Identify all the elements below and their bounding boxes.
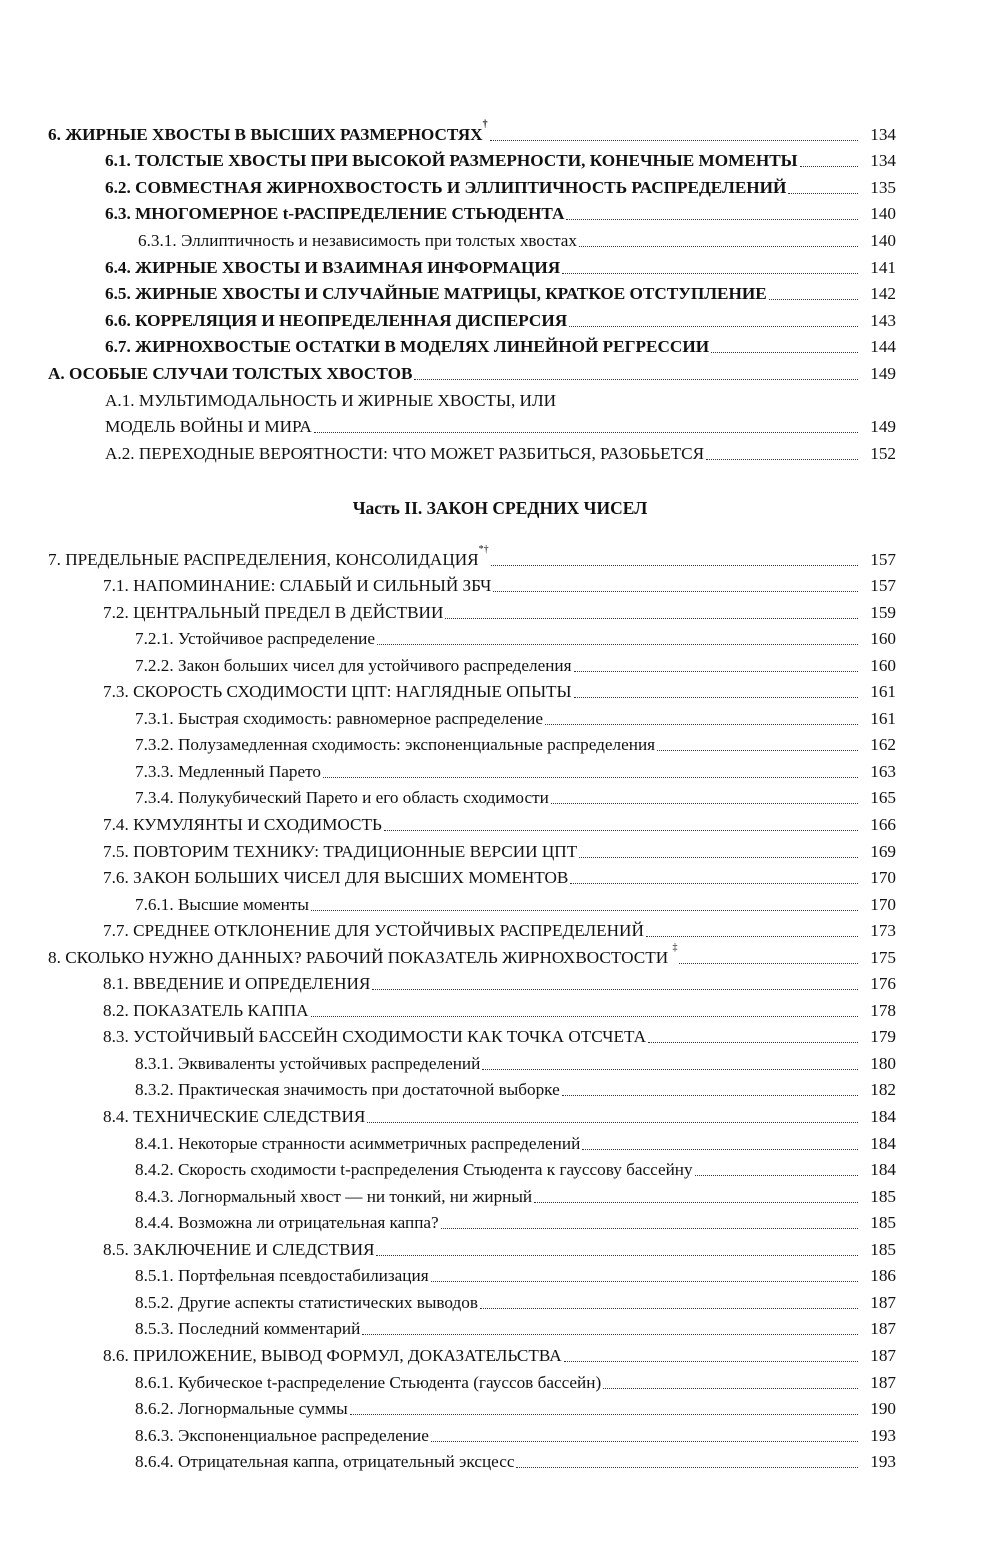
toc-entry-page: 134 bbox=[870, 151, 896, 171]
dot-leader bbox=[574, 670, 858, 672]
dot-leader bbox=[414, 378, 858, 380]
toc-entry-title: 8.5. ЗАКЛЮЧЕНИЕ И СЛЕДСТВИЯ bbox=[103, 1239, 375, 1259]
toc-entry-title: 8.4.2. Скорость сходимости t-распределения Стьюдента к гауссову бассейну bbox=[135, 1160, 693, 1180]
dot-leader bbox=[323, 776, 858, 778]
toc-entry bbox=[0, 1021, 1000, 1048]
toc-entry bbox=[0, 1207, 1000, 1234]
toc-entry-title: 8.3. УСТОЙЧИВЫЙ БАССЕЙН СХОДИМОСТИ КАК ТОЧКА ОТСЧЕТА bbox=[103, 1027, 647, 1047]
toc-entry-page: 163 bbox=[870, 761, 896, 781]
toc-entry-page: 135 bbox=[870, 177, 896, 197]
dot-leader bbox=[579, 245, 858, 247]
toc-entry-title: 8.1. ВВЕДЕНИЕ И ОПРЕДЕЛЕНИЯ bbox=[103, 974, 371, 994]
toc-entry bbox=[0, 1047, 1000, 1074]
toc-entry bbox=[0, 1339, 1000, 1366]
toc-entry-title: 6.1. ТОЛСТЫЕ ХВОСТЫ ПРИ ВЫСОКОЙ РАЗМЕРНОСТИ, КОНЕЧНЫЕ МОМЕНТЫ bbox=[105, 151, 798, 171]
toc-entry bbox=[0, 862, 1000, 889]
toc-entry bbox=[0, 1419, 1000, 1446]
toc-entry-page: 142 bbox=[870, 284, 896, 304]
toc-entry-page: 173 bbox=[870, 921, 896, 941]
toc-entry-page: 134 bbox=[870, 124, 896, 144]
toc-entry-page: 170 bbox=[870, 894, 896, 914]
toc-entry-page: 179 bbox=[870, 1027, 896, 1047]
toc-entry-title: 7.4. КУМУЛЯНТЫ И СХОДИМОСТЬ bbox=[103, 815, 382, 835]
toc-entry-title: 8.4.4. Возможна ли отрицательная каппа? bbox=[135, 1213, 439, 1233]
toc-entry bbox=[0, 171, 1000, 198]
dot-leader bbox=[564, 1360, 858, 1362]
toc-entry bbox=[0, 835, 1000, 862]
dot-leader bbox=[582, 1148, 858, 1150]
toc-entry-title: А.1. МУЛЬТИМОДАЛЬНОСТЬ И ЖИРНЫЕ ХВОСТЫ, ИЛИ bbox=[105, 390, 557, 410]
dot-leader bbox=[490, 139, 858, 141]
footnote-mark: ‡ bbox=[672, 942, 678, 954]
toc-entry-page: 140 bbox=[870, 230, 896, 250]
toc-entry-page: 149 bbox=[870, 417, 896, 437]
toc-entry-title: 8. СКОЛЬКО НУЖНО ДАННЫХ? РАБОЧИЙ ПОКАЗАТЕЛЬ ЖИРНОХВОСТОСТИ ‡ bbox=[48, 942, 678, 967]
toc-entry-page: 180 bbox=[870, 1053, 896, 1073]
toc-entry-title: 8.5.2. Другие аспекты статистических выводов bbox=[135, 1292, 478, 1312]
toc-entry-page: 187 bbox=[870, 1345, 896, 1365]
toc-entry-page: 185 bbox=[870, 1186, 896, 1206]
toc-entry-page: 178 bbox=[870, 1000, 896, 1020]
toc-entry bbox=[0, 411, 1000, 438]
part-title: Часть II. ЗАКОН СРЕДНИХ ЧИСЕЛ bbox=[352, 498, 648, 518]
toc-entry-title: 8.4.1. Некоторые странности асимметричных распределений bbox=[135, 1133, 581, 1153]
dot-leader bbox=[311, 1015, 858, 1017]
toc-entry-page: 185 bbox=[870, 1213, 896, 1233]
dot-leader bbox=[441, 1227, 858, 1229]
dot-leader bbox=[516, 1466, 858, 1468]
toc-section-part2 bbox=[0, 543, 1000, 1472]
dot-leader bbox=[482, 1068, 858, 1070]
toc-entry bbox=[0, 357, 1000, 384]
dot-leader bbox=[646, 935, 858, 937]
toc-entry bbox=[0, 1260, 1000, 1287]
toc-entry bbox=[0, 1286, 1000, 1313]
toc-entry bbox=[0, 968, 1000, 995]
toc-entry-title: 6.2. СОВМЕСТНАЯ ЖИРНОХВОСТОСТЬ И ЭЛЛИПТИЧНОСТЬ РАСПРЕДЕЛЕНИЙ bbox=[105, 177, 787, 197]
dot-leader bbox=[480, 1307, 858, 1309]
toc-entry-title: 8.6.4. Отрицательная каппа, отрицательный эксцесс bbox=[135, 1452, 515, 1472]
toc-entry bbox=[0, 543, 1000, 570]
toc-entry-title: 8.6. ПРИЛОЖЕНИЕ, ВЫВОД ФОРМУЛ, ДОКАЗАТЕЛЬСТВА bbox=[103, 1345, 562, 1365]
toc-entry bbox=[0, 729, 1000, 756]
toc-entry bbox=[0, 915, 1000, 942]
toc-entry-page: 152 bbox=[870, 443, 896, 463]
toc-entry-title: 6.7. ЖИРНОХВОСТЫЕ ОСТАТКИ В МОДЕЛЯХ ЛИНЕЙНОЙ РЕГРЕССИИ bbox=[105, 337, 710, 357]
toc-entry-title: 7.3.2. Полузамедленная сходимость: экспоненциальные распределения bbox=[135, 735, 656, 755]
toc-entry-title: 8.6.1. Кубическое t-распределение Стьюдента (гауссов бассейн) bbox=[135, 1372, 602, 1392]
dot-leader bbox=[603, 1387, 858, 1389]
toc-entry-title: 7. ПРЕДЕЛЬНЫЕ РАСПРЕДЕЛЕНИЯ, КОНСОЛИДАЦИЯ*† bbox=[48, 543, 489, 569]
dot-leader bbox=[367, 1121, 858, 1123]
toc-entry-page: 161 bbox=[870, 708, 896, 728]
toc-entry bbox=[0, 782, 1000, 809]
toc-entry bbox=[0, 118, 1000, 145]
toc-entry-title: 6.6. КОРРЕЛЯЦИЯ И НЕОПРЕДЕЛЕННАЯ ДИСПЕРСИЯ bbox=[105, 310, 568, 330]
toc-entry-page: 157 bbox=[870, 576, 896, 596]
dot-leader bbox=[384, 829, 858, 831]
dot-leader bbox=[679, 962, 858, 964]
toc-entry bbox=[0, 888, 1000, 915]
toc-entry-page: 165 bbox=[870, 788, 896, 808]
toc-entry-title: 8.6.2. Логнормальные суммы bbox=[135, 1399, 348, 1419]
toc-entry-title: 6.4. ЖИРНЫЕ ХВОСТЫ И ВЗАИМНАЯ ИНФОРМАЦИЯ bbox=[105, 257, 561, 277]
toc-entry-title: 8.3.1. Эквиваленты устойчивых распределений bbox=[135, 1053, 481, 1073]
toc-entry bbox=[0, 1366, 1000, 1393]
dot-leader bbox=[431, 1280, 858, 1282]
toc-entry-title: 7.3. СКОРОСТЬ СХОДИМОСТИ ЦПТ: НАГЛЯДНЫЕ ОПЫТЫ bbox=[103, 682, 572, 702]
dot-leader bbox=[562, 272, 858, 274]
toc-entry bbox=[0, 384, 1000, 411]
dot-leader bbox=[579, 856, 858, 858]
dot-leader bbox=[569, 325, 858, 327]
toc-entry bbox=[0, 224, 1000, 251]
dot-leader bbox=[445, 617, 858, 619]
toc-entry bbox=[0, 570, 1000, 597]
toc-entry-page: 170 bbox=[870, 868, 896, 888]
toc-entry-title: 7.2.1. Устойчивое распределение bbox=[135, 629, 375, 649]
dot-leader bbox=[711, 351, 858, 353]
dot-leader bbox=[545, 723, 858, 725]
dot-leader bbox=[431, 1440, 858, 1442]
toc-entry bbox=[0, 1127, 1000, 1154]
toc-entry-page: 160 bbox=[870, 629, 896, 649]
toc-entry-page: 184 bbox=[870, 1160, 896, 1180]
toc-entry-page: 149 bbox=[870, 363, 896, 383]
toc-entry bbox=[0, 198, 1000, 225]
toc-entry bbox=[0, 1074, 1000, 1101]
toc-entry-page: 193 bbox=[870, 1425, 896, 1445]
toc-entry bbox=[0, 278, 1000, 305]
dot-leader bbox=[311, 909, 858, 911]
toc-entry-title: 6.3. МНОГОМЕРНОЕ t-РАСПРЕДЕЛЕНИЕ СТЬЮДЕНТА bbox=[105, 204, 565, 224]
toc-entry-page: 161 bbox=[870, 682, 896, 702]
toc-entry bbox=[0, 145, 1000, 172]
toc-entry bbox=[0, 676, 1000, 703]
toc-entry-page: 185 bbox=[870, 1239, 896, 1259]
toc-entry-title: 7.5. ПОВТОРИМ ТЕХНИКУ: ТРАДИЦИОННЫЕ ВЕРСИИ ЦПТ bbox=[103, 841, 578, 861]
toc-entry bbox=[0, 755, 1000, 782]
toc-entry-title: 6. ЖИРНЫЕ ХВОСТЫ В ВЫСШИХ РАЗМЕРНОСТЯХ† bbox=[48, 118, 488, 144]
toc-entry bbox=[0, 596, 1000, 623]
toc-entry-page: 193 bbox=[870, 1452, 896, 1472]
toc-entry bbox=[0, 304, 1000, 331]
toc-entry-page: 175 bbox=[870, 947, 896, 967]
toc-entry-title: 7.3.1. Быстрая сходимость: равномерное распределение bbox=[135, 708, 543, 728]
toc-entry-page: 186 bbox=[870, 1266, 896, 1286]
dot-leader bbox=[566, 218, 858, 220]
toc-entry-title: 7.7. СРЕДНЕЕ ОТКЛОНЕНИЕ ДЛЯ УСТОЙЧИВЫХ РАСПРЕДЕЛЕНИЙ bbox=[103, 921, 644, 941]
toc-entry bbox=[0, 331, 1000, 358]
dot-leader bbox=[788, 192, 858, 194]
toc-entry bbox=[0, 941, 1000, 968]
dot-leader bbox=[562, 1094, 858, 1096]
toc-entry-page: 184 bbox=[870, 1133, 896, 1153]
toc-entry-page: 140 bbox=[870, 204, 896, 224]
dot-leader bbox=[376, 1254, 858, 1256]
dot-leader bbox=[314, 431, 858, 433]
toc-entry bbox=[0, 1154, 1000, 1181]
dot-leader bbox=[493, 590, 858, 592]
toc-entry-page: 166 bbox=[870, 815, 896, 835]
toc-entry-title: 7.6.1. Высшие моменты bbox=[135, 894, 309, 914]
toc-section-part1 bbox=[0, 118, 1000, 464]
toc-entry-title: 7.3.4. Полукубический Парето и его область сходимости bbox=[135, 788, 549, 808]
toc-entry bbox=[0, 1180, 1000, 1207]
toc-entry-page: 157 bbox=[870, 549, 896, 569]
dot-leader bbox=[769, 298, 858, 300]
footnote-mark: † bbox=[482, 118, 488, 130]
toc-entry-page: 160 bbox=[870, 655, 896, 675]
dot-leader bbox=[570, 882, 858, 884]
toc-entry-page: 176 bbox=[870, 974, 896, 994]
toc-entry-title: 7.2.2. Закон больших чисел для устойчивого распределения bbox=[135, 655, 572, 675]
toc-entry-page: 187 bbox=[870, 1292, 896, 1312]
toc-entry-title: 7.2. ЦЕНТРАЛЬНЫЙ ПРЕДЕЛ В ДЕЙСТВИИ bbox=[103, 602, 444, 622]
toc-entry-title: 6.5. ЖИРНЫЕ ХВОСТЫ И СЛУЧАЙНЫЕ МАТРИЦЫ, КРАТКОЕ ОТСТУПЛЕНИЕ bbox=[105, 284, 767, 304]
dot-leader bbox=[362, 1333, 858, 1335]
toc-entry bbox=[0, 437, 1000, 464]
toc-entry bbox=[0, 808, 1000, 835]
toc-entry-page: 184 bbox=[870, 1107, 896, 1127]
footnote-mark: *† bbox=[478, 543, 489, 555]
toc-entry bbox=[0, 702, 1000, 729]
toc-entry-title: 6.3.1. Эллиптичность и независимость при толстых хвостах bbox=[138, 230, 578, 250]
toc-entry bbox=[0, 1100, 1000, 1127]
toc-entry-page: 162 bbox=[870, 735, 896, 755]
dot-leader bbox=[574, 696, 858, 698]
dot-leader bbox=[657, 749, 858, 751]
dot-leader bbox=[800, 165, 858, 167]
toc-entry-title: 8.5.3. Последний комментарий bbox=[135, 1319, 361, 1339]
toc-entry bbox=[0, 649, 1000, 676]
dot-leader bbox=[558, 406, 858, 407]
toc-entry-page: 143 bbox=[870, 310, 896, 330]
toc-entry bbox=[0, 1313, 1000, 1340]
toc-entry-title: 7.6. ЗАКОН БОЛЬШИХ ЧИСЕЛ ДЛЯ ВЫСШИХ МОМЕНТОВ bbox=[103, 868, 569, 888]
toc-entry-title: А. ОСОБЫЕ СЛУЧАИ ТОЛСТЫХ ХВОСТОВ bbox=[48, 363, 413, 383]
toc-entry-title: 8.3.2. Практическая значимость при достаточной выборке bbox=[135, 1080, 560, 1100]
toc-entry-title: 7.3.3. Медленный Парето bbox=[135, 761, 321, 781]
toc-entry bbox=[0, 251, 1000, 278]
toc-entry bbox=[0, 994, 1000, 1021]
toc-entry-page: 141 bbox=[870, 257, 896, 277]
toc-entry-page: 169 bbox=[870, 841, 896, 861]
dot-leader bbox=[534, 1201, 858, 1203]
toc-entry-page: 159 bbox=[870, 602, 896, 622]
toc-entry bbox=[0, 1393, 1000, 1420]
toc-entry-page: 187 bbox=[870, 1319, 896, 1339]
toc-entry-page: 144 bbox=[870, 337, 896, 357]
toc-entry-title: А.2. ПЕРЕХОДНЫЕ ВЕРОЯТНОСТИ: ЧТО МОЖЕТ РАЗБИТЬСЯ, РАЗОБЬЕТСЯ bbox=[105, 443, 705, 463]
toc-entry bbox=[0, 1233, 1000, 1260]
toc-entry-page: 187 bbox=[870, 1372, 896, 1392]
toc-entry-title: 8.4. ТЕХНИЧЕСКИЕ СЛЕДСТВИЯ bbox=[103, 1107, 366, 1127]
toc-entry-title: МОДЕЛЬ ВОЙНЫ И МИРА bbox=[105, 417, 312, 437]
toc-entry-title: 8.4.3. Логнормальный хвост — ни тонкий, ни жирный bbox=[135, 1186, 533, 1206]
toc-entry-title: 7.1. НАПОМИНАНИЕ: СЛАБЫЙ И СИЛЬНЫЙ ЗБЧ bbox=[103, 576, 492, 596]
dot-leader bbox=[706, 458, 858, 460]
toc-entry-title: 8.2. ПОКАЗАТЕЛЬ КАППА bbox=[103, 1000, 309, 1020]
dot-leader bbox=[377, 643, 858, 645]
dot-leader bbox=[695, 1174, 858, 1176]
dot-leader bbox=[372, 988, 858, 990]
dot-leader bbox=[551, 802, 858, 804]
toc-entry bbox=[0, 1446, 1000, 1473]
toc-entry-title: 8.5.1. Портфельная псевдостабилизация bbox=[135, 1266, 429, 1286]
toc-entry-page: 182 bbox=[870, 1080, 896, 1100]
dot-leader bbox=[491, 564, 858, 566]
toc-entry-title: 8.6.3. Экспоненциальное распределение bbox=[135, 1425, 429, 1445]
toc-entry-page: 190 bbox=[870, 1399, 896, 1419]
dot-leader bbox=[350, 1413, 858, 1415]
dot-leader bbox=[648, 1041, 858, 1043]
toc-entry bbox=[0, 623, 1000, 650]
